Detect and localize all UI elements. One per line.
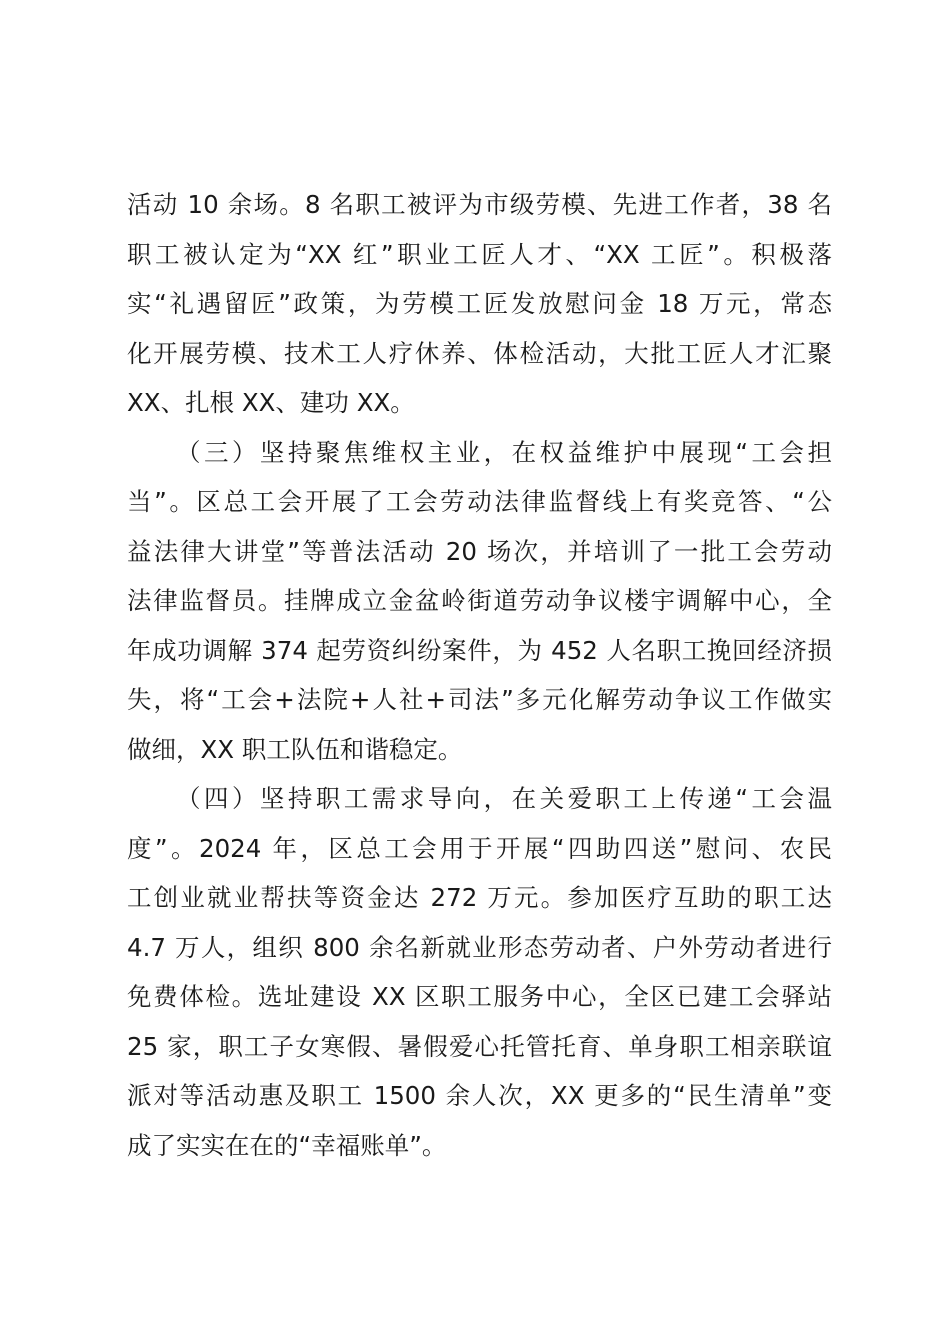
text-line: （三）坚持聚焦维权主业，在权益维护中展现“工会担	[176, 437, 832, 467]
text-line: 益法律大讲堂”等普法活动 20 场次，并培训了一批工会劳动	[127, 536, 832, 566]
text-line: 工创业就业帮扶等资金达 272 万元。参加医疗互助的职工达	[127, 883, 832, 912]
text-line: 做细，XX 职工队伍和谐稳定。	[127, 734, 463, 764]
text-line: 成了实实在在的“幸福账单”。	[127, 1130, 447, 1160]
document-body	[127, 180, 832, 1170]
text-line: 实“礼遇留匠”政策，为劳模工匠发放慰问金 18 万元，常态	[127, 289, 832, 318]
text-line: 活动 10 余场。8 名职工被评为市级劳模、先进工作者，38 名	[127, 190, 832, 219]
text-line: 法律监督员。挂牌成立金盆岭街道劳动争议楼宇调解中心，全	[127, 586, 832, 615]
text-line: 当”。区总工会开展了工会劳动法律监督线上有奖竞答、“公	[127, 487, 832, 516]
text-line: 度”。2024 年，区总工会用于开展“四助四送”慰问、农民	[127, 833, 832, 863]
text-line: 免费体检。选址建设 XX 区职工服务中心，全区已建工会驿站	[127, 982, 832, 1011]
paragraph-worker-care	[127, 774, 832, 1170]
text-line: 25 家，职工子女寒假、暑假爱心托管托育、单身职工相亲联谊	[127, 1031, 832, 1061]
text-line: 4.7 万人，组织 800 余名新就业形态劳动者、户外劳动者进行	[127, 932, 832, 962]
text-line: 职工被认定为“XX 红”职业工匠人才、“XX 工匠”。积极落	[127, 239, 832, 269]
paragraph-talent	[127, 180, 832, 428]
text-line: 化开展劳模、技术工人疗休养、体检活动，大批工匠人才汇聚	[127, 338, 832, 368]
text-line: 派对等活动惠及职工 1500 余人次，XX 更多的“民生清单”变	[127, 1081, 832, 1110]
text-line: 年成功调解 374 起劳资纠纷案件，为 452 人名职工挽回经济损	[127, 635, 832, 665]
text-line: XX、扎根 XX、建功 XX。	[127, 388, 415, 417]
text-line: （四）坚持职工需求导向，在关爱职工上传递“工会温	[176, 784, 832, 813]
text-line: 失，将“工会+法院+人社+司法”多元化解劳动争议工作做实	[127, 685, 832, 714]
paragraph-rights-protection	[127, 428, 832, 775]
